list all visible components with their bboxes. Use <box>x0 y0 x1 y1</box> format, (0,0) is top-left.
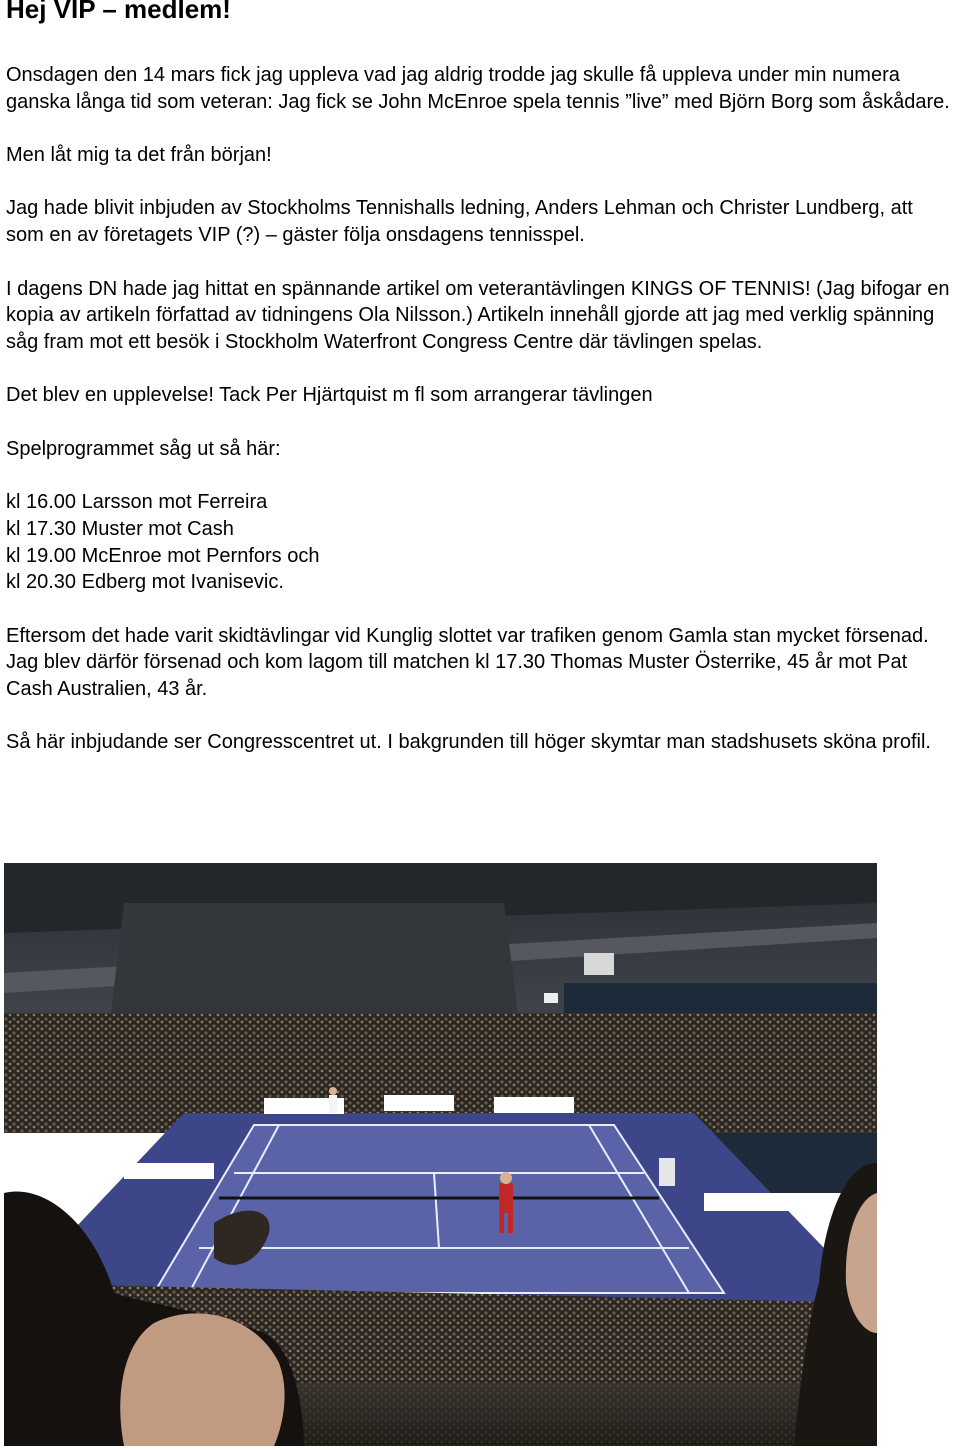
paragraph-invitation: Jag hade blivit inbjuden av Stockholms Tennishalls ledning, Anders Lehman och Christer Lundberg, att som en av företagets VIP (?) – gäster följa onsdagens tennisspel. <box>6 197 913 247</box>
paragraph-experience: Det blev en upplevelse! Tack Per Hjärtquist m fl som arrangerar tävlingen <box>6 384 653 407</box>
paragraph-congress-centre: Så här inbjudande ser Congresscentret ut. I bakgrunden till höger skymtar man stadshusets sköna profil. <box>6 731 931 754</box>
paragraph-program-heading: Spelprogrammet såg ut så här: <box>6 437 281 460</box>
sponsor-board <box>704 1193 824 1211</box>
tennis-arena-illustration <box>4 863 877 1446</box>
tennis-arena-photo <box>4 863 877 1446</box>
paragraph-article: I dagens DN hade jag hittat en spännande artikel om veterantävlingen KINGS OF TENNIS! (Jag bifogar en kopia av artikeln författad av tidningens Ola Nilsson.) Artikeln innehåll gjorde att jag med verklig spänning såg fram mot ett besök i Stockholm Waterfront Congress Centre där tävlingen spelas. <box>6 277 950 353</box>
sponsor-board <box>494 1097 574 1113</box>
article-body <box>6 62 956 783</box>
sponsor-board <box>384 1095 454 1111</box>
umpire-chair <box>659 1158 675 1186</box>
player-far <box>329 1087 337 1113</box>
paragraph-start: Men låt mig ta det från början! <box>6 144 272 167</box>
schedule-item: kl 20.30 Edberg mot Ivanisevic. <box>6 571 284 594</box>
schedule-item: kl 16.00 Larsson mot Ferreira <box>6 491 268 514</box>
page-title: Hej VIP – medlem! <box>6 0 231 24</box>
paragraph-traffic: Eftersom det hade varit skidtävlingar vid Kunglig slottet var trafiken genom Gamla stan mycket försenad. Jag blev därför försenad och kom lagom till matchen kl 17.30 Thomas Muster Österrike, 45 år mot Pat Cash Australien, 43 år. <box>6 624 929 701</box>
ceiling-light <box>544 993 558 1003</box>
ceiling-light <box>584 953 614 975</box>
schedule-item: kl 17.30 Muster mot Cash <box>6 517 234 540</box>
sponsor-board <box>124 1163 214 1179</box>
paragraph-intro: Onsdagen den 14 mars fick jag uppleva vad jag aldrig trodde jag skulle få uppleva under min numera ganska långa tid som veteran: Jag fick se John McEnroe spela tennis ”live” med Björn Borg som åskådare. <box>6 64 950 113</box>
schedule-item: kl 19.00 McEnroe mot Pernfors och <box>6 544 320 567</box>
